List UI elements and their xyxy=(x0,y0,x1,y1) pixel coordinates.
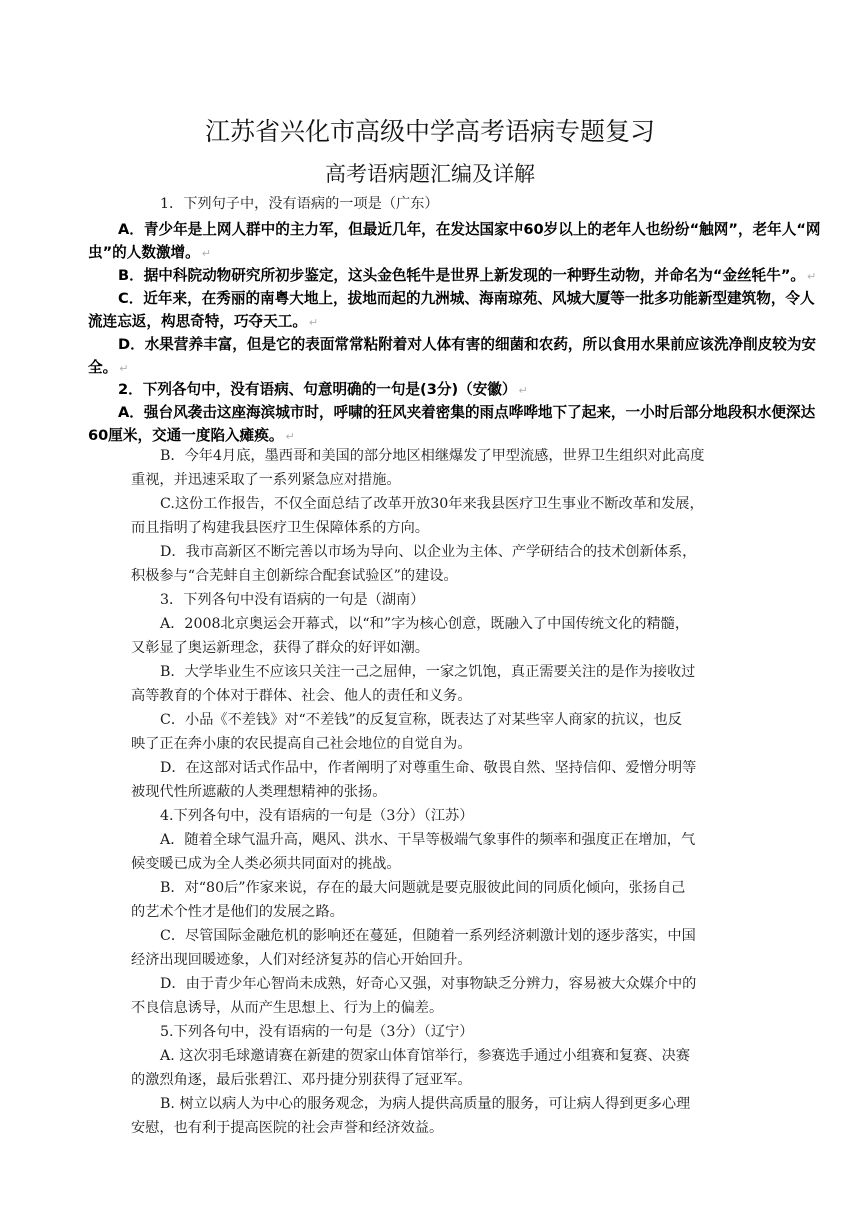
paragraph-mark-icon: ↵ xyxy=(308,316,319,329)
q4-option-c-line-2: 经济出现回暖迹象，人们对经济复苏的信心开始回升。 xyxy=(131,952,472,968)
q5-option-a-line-1: A. 这次羽毛球邀请赛在新建的贺家山体育馆举行，参赛选手通过小组赛和复赛、决赛 xyxy=(160,1048,691,1064)
paragraph-mark-icon: ↵ xyxy=(518,384,528,397)
question-5-stem: 5.下列各句中，没有语病的一句是（3分）（辽宁） xyxy=(160,1024,474,1040)
question-3-stem: 3．下列各句中没有语病的一句是（湖南） xyxy=(160,592,425,608)
document-title: 江苏省兴化市高级中学高考语病专题复习 xyxy=(204,117,655,146)
question-1-stem: 1．下列句子中，没有语病的一项是（广东） xyxy=(160,196,439,212)
q3-option-c-line-1: C．小品《不差钱》对“不差钱”的反复宣称，既表达了对某些宰人商家的抗议，也反 xyxy=(160,712,682,728)
q5-option-b-line-1: B. 树立以病人为中心的服务观念，为病人提供高质量的服务，可让病人得到更多心理 xyxy=(160,1096,691,1112)
q4-option-c-line-1: C．尽管国际金融危机的影响还在蔓延，但随着一系列经济刺激计划的逐步落实，中国 xyxy=(160,928,696,944)
q4-option-d-line-2: 不良信息诱导，从而产生思想上、行为上的偏差。 xyxy=(131,1000,444,1016)
question-2-stem: 2．下列各句中，没有语病、句意明确的一句是(3分)（安徽） ↵ xyxy=(118,381,528,398)
q4-option-a-line-1: A．随着全球气温升高，飓风、洪水、干旱等极端气象事件的频率和强度正在增加，气 xyxy=(160,832,696,848)
paragraph-mark-icon: ↵ xyxy=(201,247,211,260)
q2-option-b-line-1: B．今年4月底，墨西哥和美国的部分地区相继爆发了甲型流感，世界卫生组织对此高度 xyxy=(160,448,705,464)
q3-option-a-line-1: A．2008北京奥运会开幕式，以“和”字为核心创意，既融入了中国传统文化的精髓， xyxy=(160,616,690,632)
q2-option-d-line-2: 积极参与“合芜蚌自主创新综合配套试验区”的建设。 xyxy=(131,568,458,584)
q2-option-c-line-1: C.这份工作报告，不仅全面总结了改革开放30年来我县医疗卫生事业不断改革和发展， xyxy=(160,496,704,512)
q2-option-a-line-2: 60厘米，交通一度陷入瘫痪。 ↵ xyxy=(88,427,295,444)
q4-option-a-line-2: 候变暖已成为全人类必须共同面对的挑战。 xyxy=(131,856,401,872)
q1-option-c-line-2: 流连忘返，构思奇特，巧夺天工。 ↵ xyxy=(88,313,319,330)
q5-option-b-line-2: 安慰，也有利于提高医院的社会声誉和经济效益。 xyxy=(131,1120,444,1136)
q1-option-a-line-1: A．青少年是上网人群中的主力军，但最近几年，在发达国家中60岁以上的老年人也纷纷“触网”，老年人“网 xyxy=(118,221,821,238)
q3-option-b-line-1: B．大学毕业生不应该只关注一己之屈伸，一家之饥饱，真正需要关注的是作为接收过 xyxy=(160,664,696,680)
paragraph-mark-icon: ↵ xyxy=(119,362,129,375)
q4-option-b-line-1: B．对“80后”作家来说，存在的最大问题就是要克服彼此间的同质化倾向，张扬自己 xyxy=(160,880,686,896)
q3-option-d-line-1: D．在这部对话式作品中，作者阐明了对尊重生命、敬畏自然、坚持信仰、爱憎分明等 xyxy=(160,760,697,776)
q1-option-a-line-2: 虫”的人数激增。 ↵ xyxy=(88,244,211,261)
q3-option-c-line-2: 映了正在奔小康的农民提高自己社会地位的自觉自为。 xyxy=(131,736,472,752)
q5-option-a-line-2: 的激烈角逐，最后张碧江、邓丹捷分别获得了冠亚军。 xyxy=(131,1072,472,1088)
q2-option-b-line-2: 重视，并迅速采取了一系列紧急应对措施。 xyxy=(131,472,401,488)
q1-option-b-line-1: B．据中科院动物研究所初步鉴定，这头金色牦牛是世界上新发现的一种野生动物，并命名为“金丝牦牛”。 ↵ xyxy=(118,267,817,284)
q3-option-d-line-2: 被现代性所遮蔽的人类理想精神的张扬。 xyxy=(131,784,387,800)
q3-option-b-line-2: 高等教育的个体对于群体、社会、他人的责任和义务。 xyxy=(131,688,472,704)
paragraph-mark-icon: ↵ xyxy=(285,430,295,443)
q3-option-a-line-2: 又彰显了奥运新理念，获得了群众的好评如潮。 xyxy=(131,640,429,656)
paragraph-mark-icon: ↵ xyxy=(807,270,817,283)
q1-option-d-line-2: 全。 ↵ xyxy=(88,359,129,376)
q2-option-a-line-1: A．强台风袭击这座海滨城市时，呼啸的狂风夹着密集的雨点哗哗地下了起来，一小时后部分地段积水便深达 xyxy=(118,404,816,421)
q1-option-c-line-1: C．近年来，在秀丽的南粤大地上，拔地而起的九洲城、海南琼苑、风城大厦等一批多功能新型建筑物，令人 xyxy=(118,290,815,307)
question-4-stem: 4.下列各句中，没有语病的一句是（3分）（江苏） xyxy=(160,808,474,824)
document-subtitle: 高考语病题汇编及详解 xyxy=(325,162,535,186)
q1-option-d-line-1: D．水果营养丰富，但是它的表面常常粘附着对人体有害的细菌和农药，所以食用水果前应该洗净削皮较为安 xyxy=(118,336,817,353)
q4-option-b-line-2: 的艺术个性才是他们的发展之路。 xyxy=(131,904,344,920)
q2-option-c-line-2: 而且指明了构建我县医疗卫生保障体系的方向。 xyxy=(131,520,429,536)
q4-option-d-line-1: D．由于青少年心智尚未成熟，好奇心又强，对事物缺乏分辨力，容易被大众媒介中的 xyxy=(160,976,697,992)
q2-option-d-line-1: D．我市高新区不断完善以市场为导向、以企业为主体、产学研结合的技术创新体系， xyxy=(160,544,697,560)
